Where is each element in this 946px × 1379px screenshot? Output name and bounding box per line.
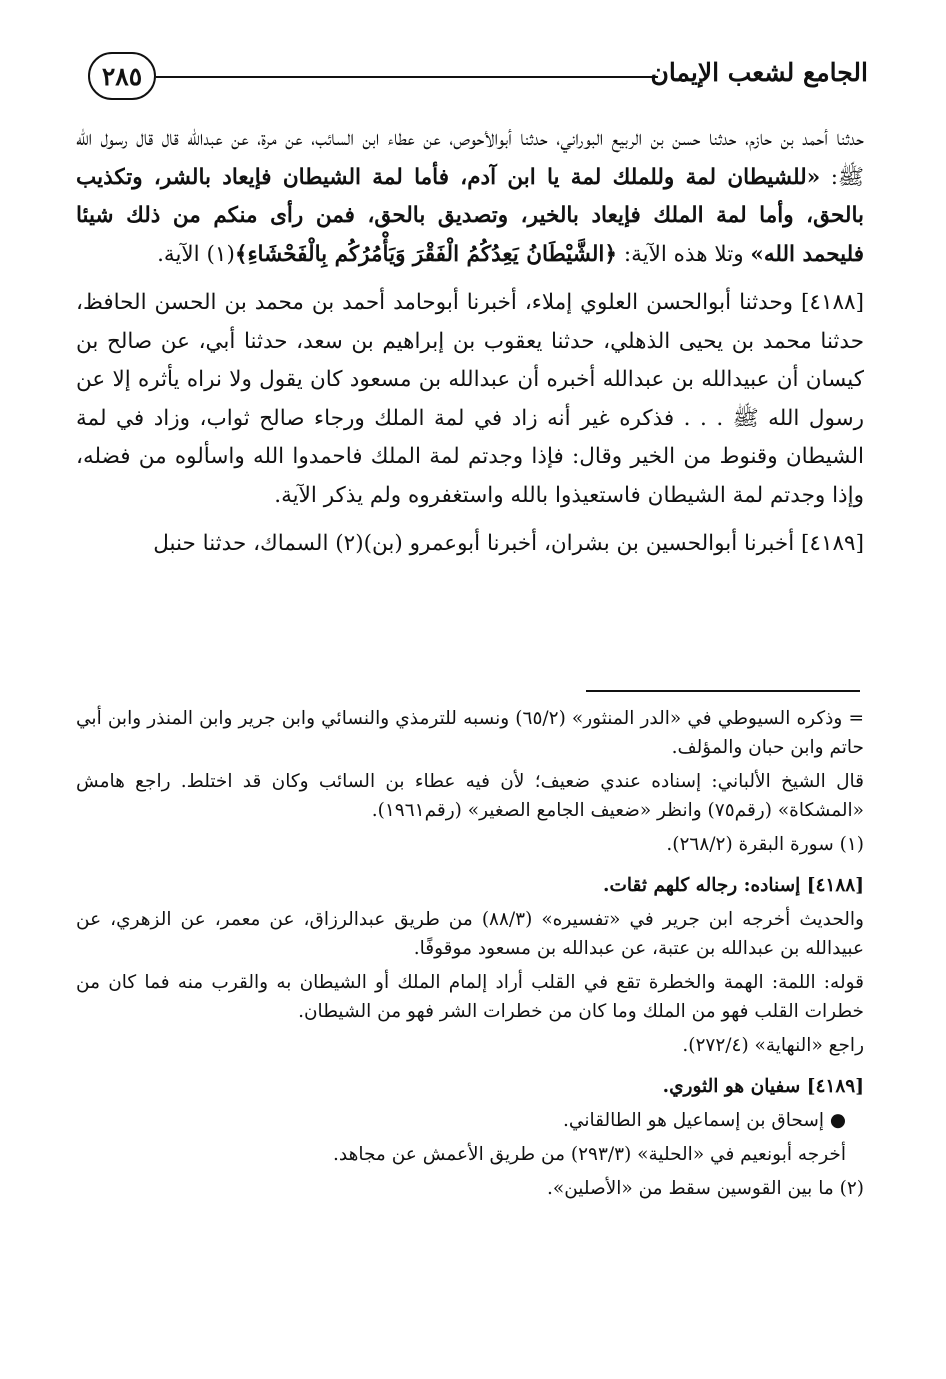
- header-rule: [156, 76, 658, 78]
- hadith-paragraph-4188: [٤١٨٨] وحدثنا أبوالحسن العلوي إملاء، أخبرنا أبوحامد أحمد بن محمد بن الحسن الحافظ، حدثنا محمد بن يحيى الذهلي، حدثنا يعقوب بن إبراهيم بن سعد، حدثنا أبي، عن صالح بن كيسان أن عبيدالله بن عبدالله أخبره أن عبدالله بن مسعود كان يقول ولا نراه يأثره إلا عن رسول الله ﷺ . . . فذكره غير أنه زاد في لمة الملك ورجاء صالح ثواب، وزاد في لمة الشيطان وقنوط من الخير وقال: فإذا وجدتم لمة الملك فاحمدوا الله واسألوه من فضله، وإذا وجدتم لمة الشيطان فاستعيذوا بالله واستغفروه ولم يذكر الآية.: [76, 290, 864, 508]
- book-title: الجامع لشعب الإيمان: [650, 58, 868, 87]
- hadith-paragraph-1: [76, 120, 864, 274]
- footnote-4188-ref: راجع «النهاية» (٢٧٢/٤).: [682, 1035, 864, 1056]
- footnote-separator: [586, 690, 860, 692]
- footnote-text: سفيان هو الثوري.: [662, 1076, 801, 1097]
- verse-footnote-ref: (١) الآية.: [157, 241, 235, 267]
- page-number: ٢٨٥: [88, 52, 156, 100]
- main-text: [76, 120, 864, 574]
- footnote-label: [٤١٨٩]: [800, 1076, 864, 1097]
- footnote-4189-label: [76, 1072, 864, 1101]
- footnote-4188-isnad: [76, 871, 864, 900]
- footnote-4188-lamma: قوله: اللمة: الهمة والخطرة تقع في القلب أراد إلمام الملك أو الشيطان به والقرب منه فما كان من خطرات القلب فهو من الملك وما كان من خطرات الشر فهو من الشيطان.: [76, 972, 864, 1022]
- hadith-matn: «للشيطان لمة وللملك لمة يا ابن آدم، فأما لمة الشيطان فإيعاد بالشر، وتكذيب بالحق، وأما لمة الملك فإيعاد بالخير، وتصديق بالحق، فمن رأى منكم من ذلك شيئا فليحمد الله»: [76, 164, 864, 267]
- footnote-1: (١) سورة البقرة (٢٦٨/٢).: [666, 834, 864, 855]
- footnote-label: [٤١٨٨] إسناده:: [737, 875, 864, 896]
- hadith-paragraph-4189: [٤١٨٩] أخبرنا أبوالحسين بن بشران، أخبرنا أبوعمرو (بن)(٢) السماك، حدثنا حنبل: [153, 531, 864, 556]
- footnote-albani: قال الشيخ الألباني: إسناده عندي ضعيف؛ لأن فيه عطاء بن السائب وكان قد اختلط. راجع هامش «المشكاة» (رقم٧٥) وانظر «ضعيف الجامع الصغير» (رقم١٩٦١).: [76, 771, 864, 821]
- running-header: [88, 52, 868, 102]
- isnad-text: حدثنا أحمد بن حازم، حدثنا حسن بن الربيع البوراني، حدثنا أبوالأحوص، عن عطاء ابن السائب، عن مرة، عن عبدالله قال قال رسول الله ﷺ:: [76, 126, 864, 190]
- footnote-4189-takhrij: أخرجه أبونعيم في «الحلية» (٢٩٣/٣) من طريق الأعمش عن مجاهد.: [332, 1144, 846, 1165]
- connector-text: وتلا هذه الآية:: [617, 241, 751, 267]
- footnote-4188-takhrij: والحديث أخرجه ابن جرير في «تفسيره» (٨٨/٣) من طريق عبدالرزاق، عن معمر، عن الزهري، عن عبيدالله بن عبدالله بن عتبة، عن عبدالله بن مسعود موقوفًا.: [76, 909, 864, 959]
- quran-verse: ﴿الشَّيْطَانُ يَعِدُكُمُ الْفَقْرَ وَيَأْمُرُكُم بِالْفَحْشَاءِ﴾: [234, 241, 617, 267]
- footnote-text: رجاله كلهم ثقات.: [603, 875, 738, 896]
- footnote-continuation: = وذكره السيوطي في «الدر المنثور» (٦٥/٢) ونسبه للترمذي والنسائي وابن جرير وابن المنذر وابن أبي حاتم وابن حبان والمؤلف.: [76, 708, 864, 758]
- footnotes: [76, 704, 864, 1208]
- footnote-4189-ishaq: ● إسحاق بن إسماعيل هو الطالقاني.: [563, 1110, 846, 1131]
- footnote-2: (٢) ما بين القوسين سقط من «الأصلين».: [547, 1178, 864, 1199]
